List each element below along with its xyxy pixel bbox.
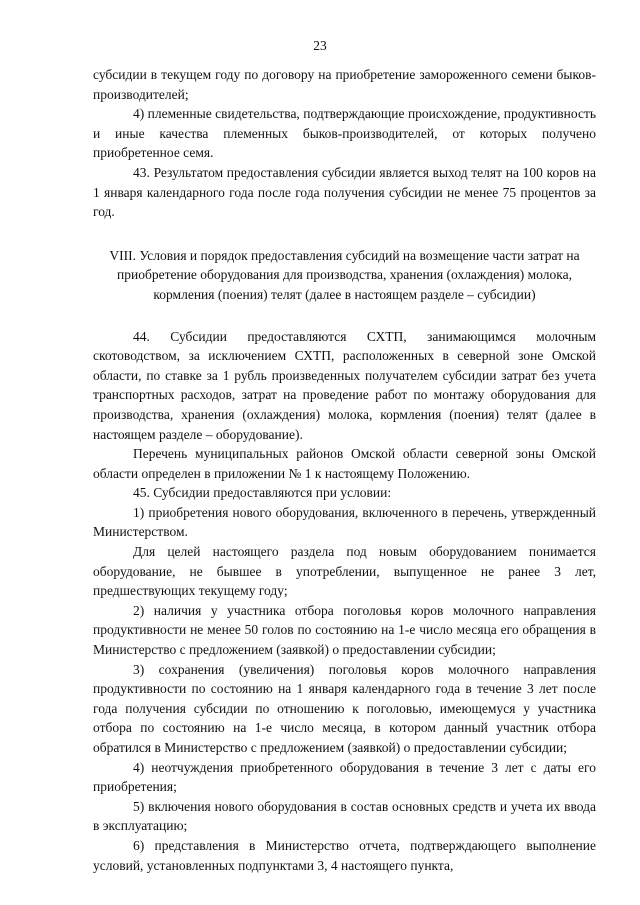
paragraph: Перечень муниципальных районов Омской области северной зоны Омской области определен в приложении № 1 к настоящему Положению. bbox=[93, 446, 596, 481]
paragraph: 45. Субсидии предоставляются при условии: bbox=[133, 485, 392, 501]
document-body bbox=[93, 65, 596, 875]
paragraph: 44. Субсидии предоставляются СХТП, занимающимся молочным скотоводством, за исключением СХТП, расположенных в северной зоне Омской области, по ставке за 1 рубль произведенных получателем субсидии затрат без учета транспортных расходов, затрат на проведение работ по монтажу оборудования для производства, хранения (охлаждения) молока, кормления (поения) телят (далее в настоящем разделе – оборудование). bbox=[93, 328, 596, 442]
paragraph: 5) включения нового оборудования в состав основных средств и учета их ввода в эксплуатацию; bbox=[93, 798, 596, 834]
paragraph: субсидии в текущем году по договору на приобретение замороженного семени быков-производителей; bbox=[93, 67, 596, 102]
paragraph: 6) представления в Министерство отчета, подтверждающего выполнение условий, установленных подпунктами 3, 4 настоящего пункта, bbox=[93, 837, 596, 873]
paragraph: 3) сохранения (увеличения) поголовья коров молочного направления продуктивности по состоянию на 1 января календарного года в течение 3 лет после года получения субсидии по отношению к поголовью, имеющемуся у участника отбора по состоянию на 1-е число месяца, в котором данный участник отбора обратился в Министерство с предложением (заявкой) о предоставлении субсидии; bbox=[93, 661, 596, 755]
paragraph: 4) неотчуждения приобретенного оборудования в течение 3 лет с даты его приобретения; bbox=[93, 759, 596, 795]
paragraph: 2) наличия у участника отбора поголовья коров молочного направления продуктивности не менее 50 голов по состоянию на 1-е число месяца его обращения в Министерство с предложением (заявкой) о предоставлении субсидии; bbox=[93, 602, 596, 658]
page-number: 23 bbox=[313, 38, 327, 53]
paragraph: 43. Результатом предоставления субсидии является выход телят на 100 коров на 1 января календарного года после года получения субсидии не менее 75 процентов за год. bbox=[93, 164, 596, 220]
paragraph: 4) племенные свидетельства, подтверждающие происхождение, продуктивность и иные качества племенных быков-производителей, от которых получено приобретенное семя. bbox=[93, 106, 596, 161]
section-title: VIII. Условия и порядок предоставления субсидий на возмещение части затрат на приобретение оборудования для производства, хранения (охлаждения) молока, кормления (поения) телят (далее в настоящем разделе – субсидии) bbox=[109, 247, 580, 302]
paragraph: Для целей настоящего раздела под новым оборудованием понимается оборудование, не бывшее в употреблении, выпущенное не ранее 3 лет, предшествующих текущему году; bbox=[93, 544, 596, 599]
paragraph: 1) приобретения нового оборудования, включенного в перечень, утвержденный Министерством. bbox=[93, 504, 596, 540]
